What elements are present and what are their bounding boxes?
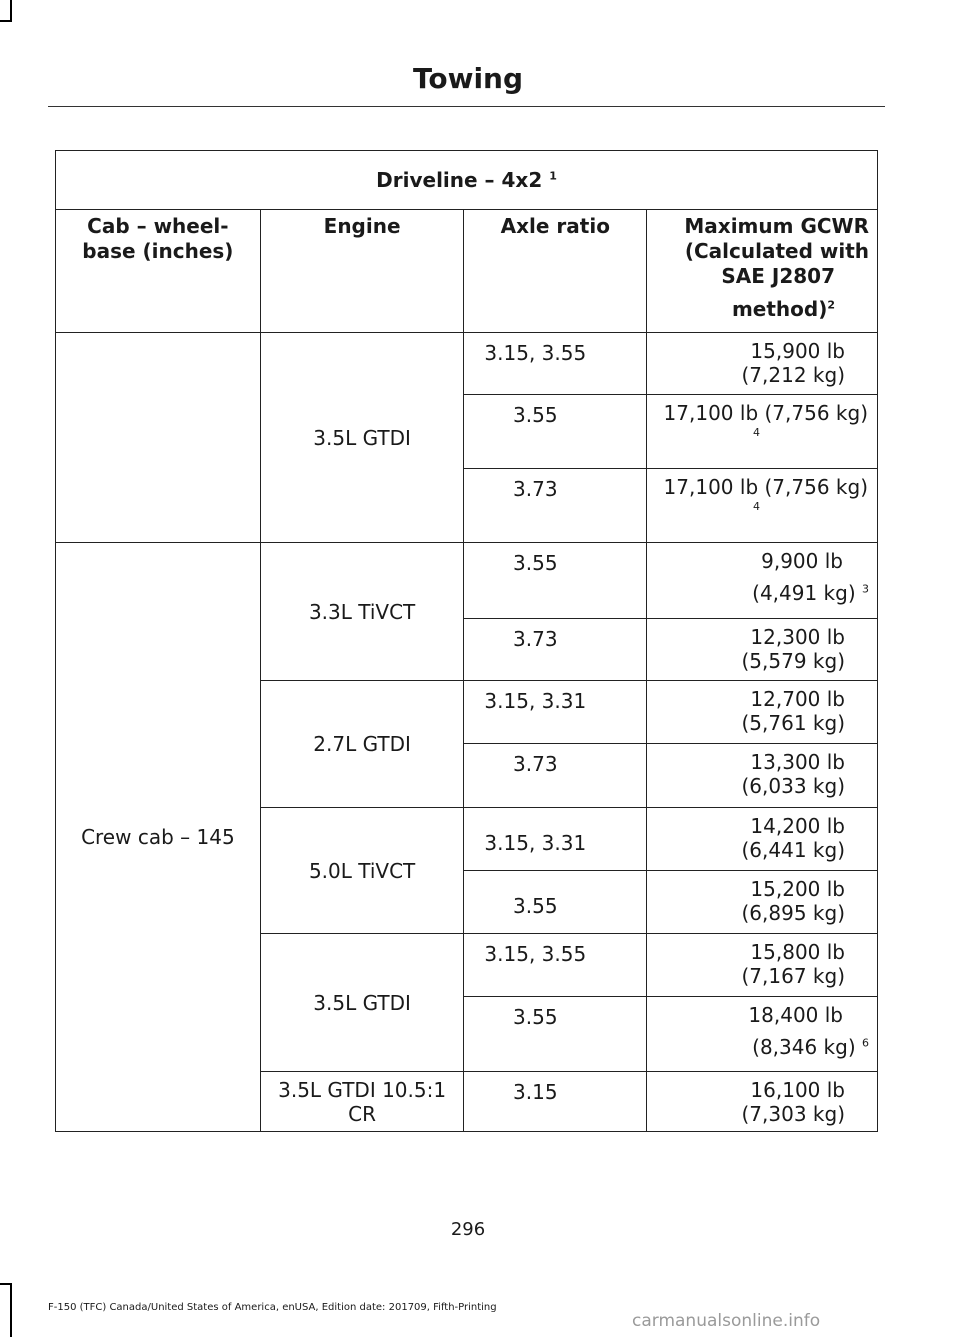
engine-cell: 3.5L GTDI <box>260 934 464 1072</box>
col-header-engine: Engine <box>260 210 464 333</box>
title-divider <box>48 106 885 107</box>
axle-cell: 3.15, 3.55 <box>464 333 647 395</box>
axle-cell: 3.15, 3.55 <box>464 934 647 997</box>
col-header-axle: Axle ratio <box>464 210 647 333</box>
footer-text: F-150 (TFC) Canada/United States of America, enUSA, Edition date: 201709, Fifth-Printing <box>48 1302 497 1313</box>
gcwr-cell: 15,900 lb (7,212 kg) <box>647 333 878 395</box>
axle-cell: 3.73 <box>464 744 647 808</box>
footnote-marker: 6 <box>862 1036 869 1050</box>
footnote-marker: 2 <box>827 298 835 312</box>
cab-cell <box>56 333 261 543</box>
engine-cell: 3.5L GTDI <box>260 333 464 543</box>
footnote-marker: 4 <box>753 500 760 513</box>
axle-cell: 3.15, 3.31 <box>464 808 647 871</box>
col-header-cab: Cab – wheel- base (inches) <box>56 210 261 333</box>
table-row <box>56 333 878 395</box>
page-number: 296 <box>450 1219 486 1240</box>
table-caption: Driveline – 4x2 $^1$ <box>56 151 878 210</box>
col-header-gcwr: Maximum GCWR (Calculated with SAE J2807 method)$^2$ <box>647 210 878 333</box>
table-caption-row <box>56 151 878 210</box>
gcwr-cell: 14,200 lb (6,441 kg) <box>647 808 878 871</box>
towing-table <box>55 150 878 1132</box>
footnote-marker: 4 <box>753 426 760 439</box>
gcwr-cell: 15,800 lb (7,167 kg) <box>647 934 878 997</box>
crop-mark <box>0 20 12 22</box>
axle-cell: 3.73 <box>464 469 647 543</box>
crop-mark <box>0 1283 12 1285</box>
cab-cell: Crew cab – 145 <box>56 543 261 1132</box>
axle-cell: 3.55 <box>464 395 647 469</box>
axle-cell: 3.73 <box>464 619 647 681</box>
page-title: Towing <box>412 62 524 95</box>
engine-cell: 3.3L TiVCT <box>260 543 464 681</box>
engine-cell: 5.0L TiVCT <box>260 808 464 934</box>
axle-cell: 3.55 <box>464 997 647 1072</box>
axle-cell: 3.15, 3.31 <box>464 681 647 744</box>
gcwr-cell: 9,900 lb (4,491 kg) $^3$ <box>647 543 878 619</box>
engine-cell: 2.7L GTDI <box>260 681 464 808</box>
table-row <box>56 543 878 619</box>
crop-mark <box>10 0 12 22</box>
crop-mark <box>10 1283 12 1337</box>
gcwr-cell: 18,400 lb (8,346 kg) $^6$ <box>647 997 878 1072</box>
gcwr-cell: 16,100 lb (7,303 kg) <box>647 1072 878 1132</box>
gcwr-cell: 17,100 lb (7,756 kg) 4 <box>647 469 878 543</box>
footnote-marker: 3 <box>862 582 869 596</box>
axle-cell: 3.55 <box>464 871 647 934</box>
axle-cell: 3.15 <box>464 1072 647 1132</box>
watermark: carmanualsonline.info <box>632 1311 821 1331</box>
gcwr-cell: 12,300 lb (5,579 kg) <box>647 619 878 681</box>
engine-cell: 3.5L GTDI 10.5:1 CR <box>260 1072 464 1132</box>
table-header-row <box>56 210 878 333</box>
gcwr-cell: 17,100 lb (7,756 kg) 4 <box>647 395 878 469</box>
axle-cell: 3.55 <box>464 543 647 619</box>
gcwr-cell: 12,700 lb (5,761 kg) <box>647 681 878 744</box>
footnote-marker: 1 <box>549 169 557 183</box>
gcwr-cell: 15,200 lb (6,895 kg) <box>647 871 878 934</box>
gcwr-cell: 13,300 lb (6,033 kg) <box>647 744 878 808</box>
